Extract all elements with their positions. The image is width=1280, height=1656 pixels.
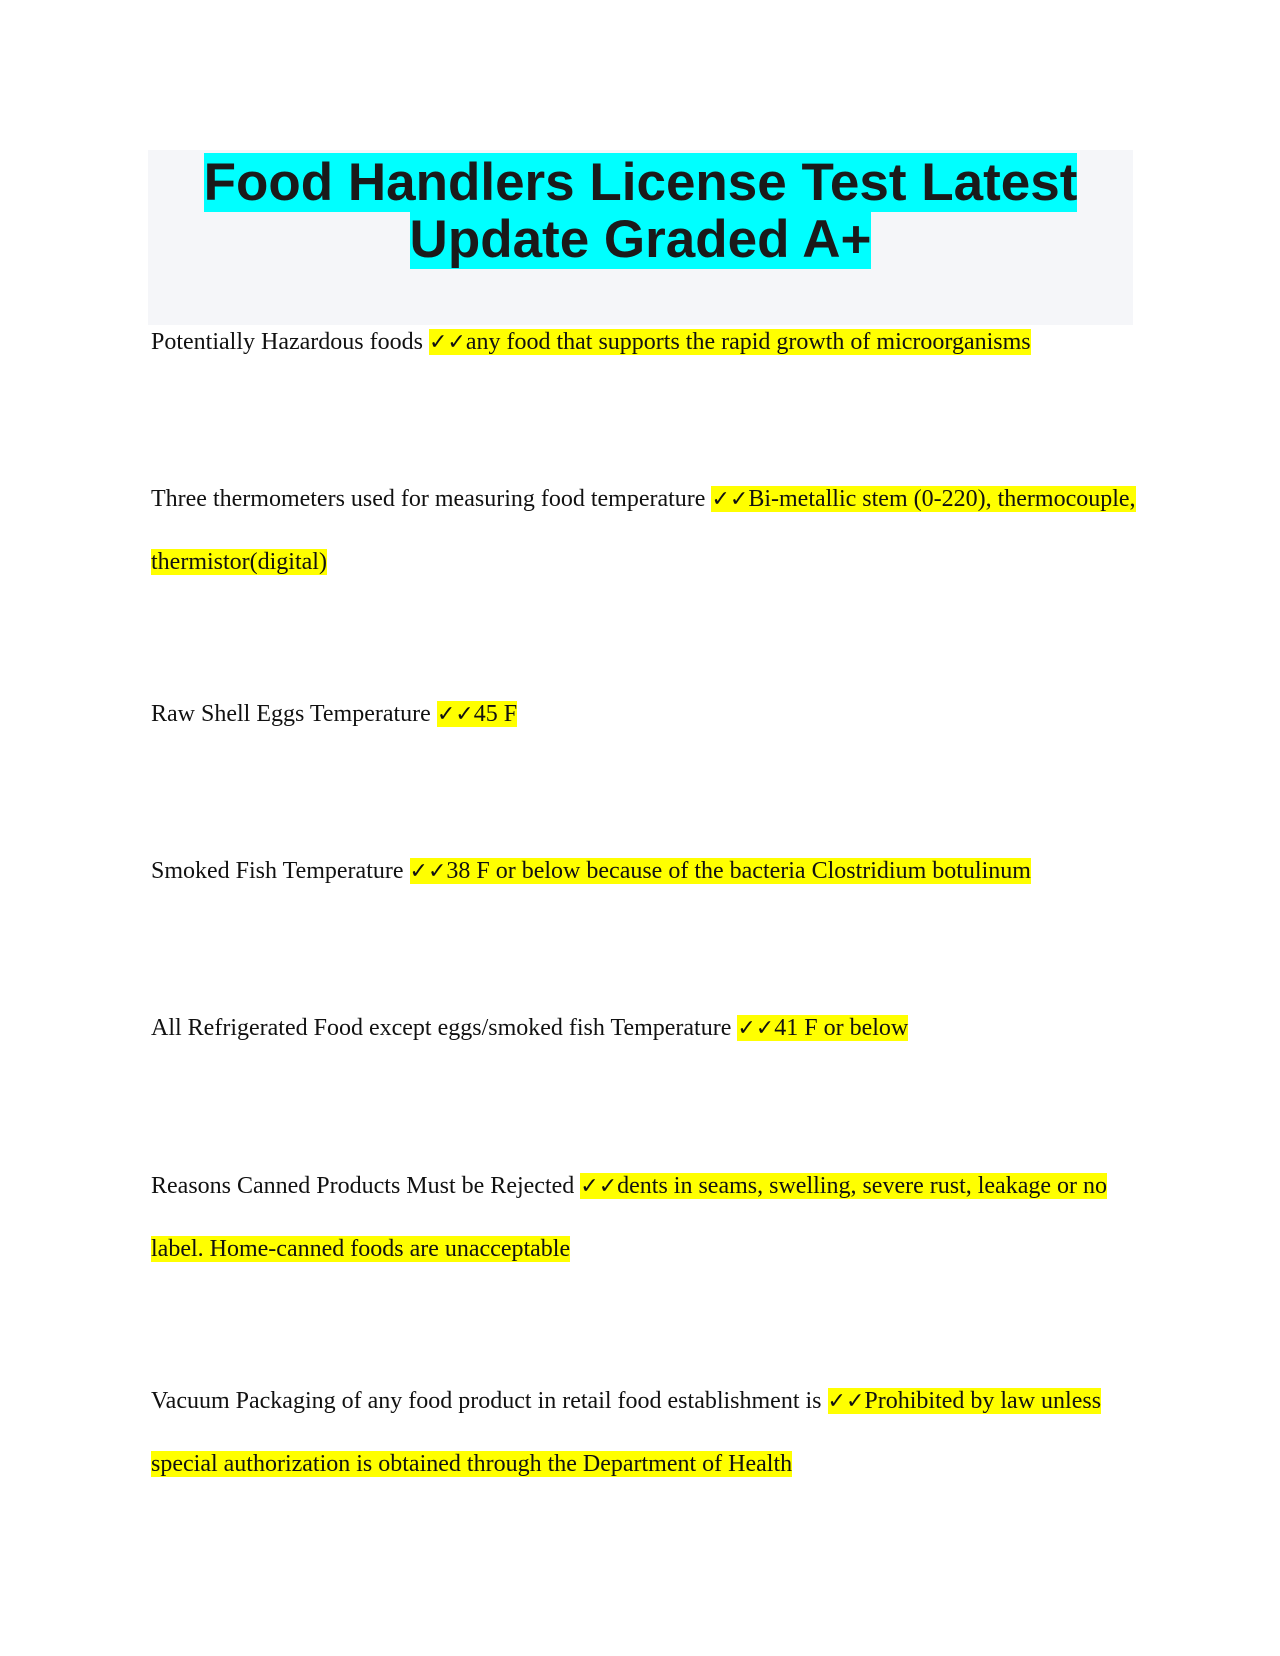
check-mark-icon: ✓✓ — [436, 702, 474, 727]
answer-text: 38 F or below because of the bacteria Clostridium botulinum — [446, 858, 1031, 884]
qa-item-3 — [151, 683, 1141, 746]
question-text: Reasons Canned Products Must be Rejected — [151, 1173, 575, 1199]
check-mark-icon: ✓✓ — [580, 1174, 618, 1199]
check-mark-icon: ✓✓ — [428, 330, 466, 355]
check-mark-icon: ✓✓ — [409, 859, 447, 884]
question-text: Potentially Hazardous foods — [151, 329, 423, 355]
answer-text: 45 F — [473, 701, 518, 727]
answer-highlight — [437, 701, 517, 727]
document-title — [148, 150, 1133, 268]
qa-item-1 — [151, 311, 1141, 374]
qa-item-6 — [151, 1155, 1141, 1281]
answer-highlight — [410, 858, 1031, 884]
qa-item-2 — [151, 468, 1141, 594]
question-text: Three thermometers used for measuring food temperature — [151, 486, 706, 512]
qa-item-4 — [151, 840, 1141, 903]
question-text: Raw Shell Eggs Temperature — [151, 701, 431, 727]
qa-item-7 — [151, 1370, 1141, 1496]
question-text: All Refrigerated Food except eggs/smoked fish Temperature — [151, 1015, 732, 1041]
check-mark-icon: ✓✓ — [737, 1016, 775, 1041]
question-text: Vacuum Packaging of any food product in retail food establishment is — [151, 1388, 822, 1414]
answer-text: Prohibited by law unless special authorization is obtained through the Department of Health — [151, 1388, 1102, 1477]
answer-text: dents in seams, swelling, severe rust, leakage or no label. Home-canned foods are unacceptable — [151, 1173, 1108, 1262]
answer-highlight — [737, 1015, 908, 1041]
check-mark-icon: ✓✓ — [827, 1389, 865, 1414]
answer-highlight — [429, 329, 1031, 355]
document-title-text: Food Handlers License Test Latest Update Graded A+ — [203, 153, 1078, 269]
answer-text: Bi-metallic stem (0-220), thermocouple, thermistor(digital) — [151, 486, 1136, 575]
answer-text: any food that supports the rapid growth of microorganisms — [465, 329, 1031, 355]
check-mark-icon: ✓✓ — [711, 487, 749, 512]
answer-text: 41 F or below — [774, 1015, 909, 1041]
qa-item-5 — [151, 997, 1141, 1060]
title-box — [148, 150, 1133, 325]
question-text: Smoked Fish Temperature — [151, 858, 404, 884]
